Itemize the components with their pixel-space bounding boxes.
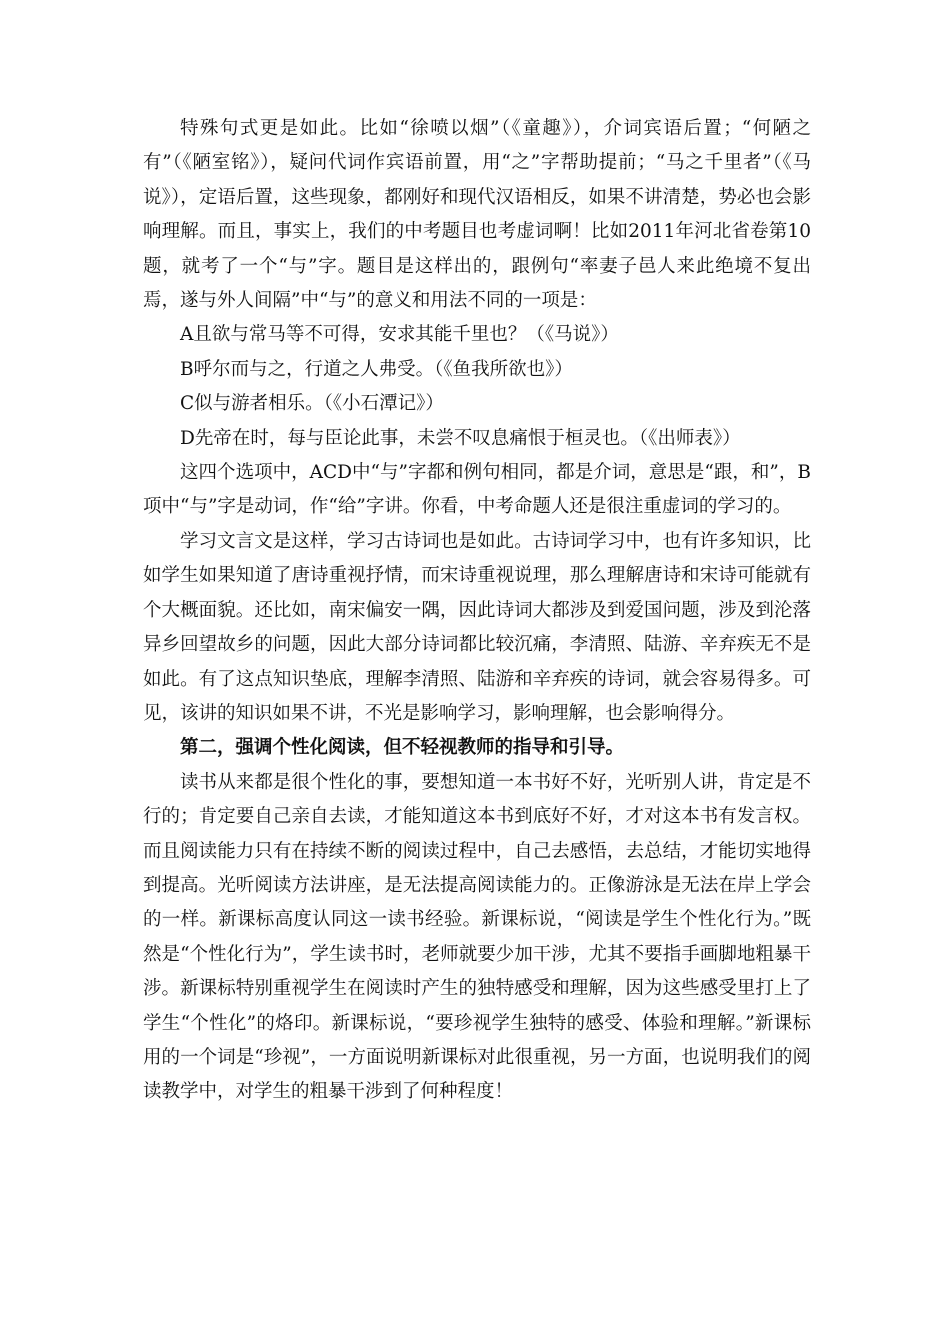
paragraph-ancient-poetry: 学习文言文是这样，学习古诗词也是如此。古诗词学习中，也有许多知识，比如学生如果知道了唐诗重视抒情，而宋诗重视说理，那么理解唐诗和宋诗可能就有个大概面貌。还比如，南宋偏安一隅，因此诗词大都涉及到爱国问题，涉及到沦落异乡回望故乡的问题，因此大部分诗词都比较沉痛，李清照、陆游、辛弃疾无不是如此。有了这点知识垫底，理解李清照、陆游和辛弃疾的诗词，就会容易得多。可见，该讲的知识如果不讲，不光是影响学习，影响理解，也会影响得分。 — [143, 530, 811, 724]
option-d: D先帝在时，每与臣论此事，未尝不叹息痛恨于桓灵也。（《出师表》） — [180, 427, 741, 449]
option-c: C似与游者相乐。（《小石潭记》） — [180, 393, 444, 415]
document-page — [143, 112, 811, 1110]
paragraph-answer-explanation: 这四个选项中，ACD中“与”字都和例句相同，都是介词，意思是“跟，和”，B项中“与”字是动词，作“给”字讲。你看，中考命题人还是很注重虚词的学习的。 — [143, 462, 811, 518]
section-heading-second: 第二，强调个性化阅读，但不轻视教师的指导和引导。 — [180, 737, 625, 759]
paragraph-special-sentences: 特殊句式更是如此。比如“徐喷以烟”（《童趣》），介词宾语后置；“何陋之有”（《陋室铭》），疑问代词作宾语前置，用“之”字帮助提前；“马之千里者”（《马说》），定语后置，这些现象，都刚好和现代汉语相反，如果不讲清楚，势必也会影响理解。而且，事实上，我们的中考题目也考虚词啊！比如2011年河北省卷第10题，就考了一个“与”字。题目是这样出的，跟例句“率妻子邑人来此绝境不复出焉，遂与外人间隔”中“与”的意义和用法不同的一项是： — [143, 118, 811, 312]
option-a: A且欲与常马等不可得，安求其能千里也？（《马说》） — [180, 324, 619, 346]
option-b: B呼尔而与之，行道之人弗受。（《鱼我所欲也》） — [180, 358, 573, 380]
paragraph-personalized-reading: 读书从来都是很个性化的事，要想知道一本书好不好，光听别人讲，肯定是不行的；肯定要自己亲自去读，才能知道这本书到底好不好，才对这本书有发言权。而且阅读能力只有在持续不断的阅读过程中，自己去感悟，去总结，才能切实地得到提高。光听阅读方法讲座，是无法提高阅读能力的。正像游泳是无法在岸上学会的一样。新课标高度认同这一读书经验。新课标说，“阅读是学生个性化行为。”既然是“个性化行为”，学生读书时，老师就要少加干涉，尤其不要指手画脚地粗暴干涉。新课标特别重视学生在阅读时产生的独特感受和理解，因为这些感受里打上了学生“个性化”的烙印。新课标说，“要珍视学生独特的感受、体验和理解。”新课标用的一个词是“珍视”，一方面说明新课标对此很重视，另一方面，也说明我们的阅读教学中，对学生的粗暴干涉到了何种程度！ — [143, 771, 811, 1103]
